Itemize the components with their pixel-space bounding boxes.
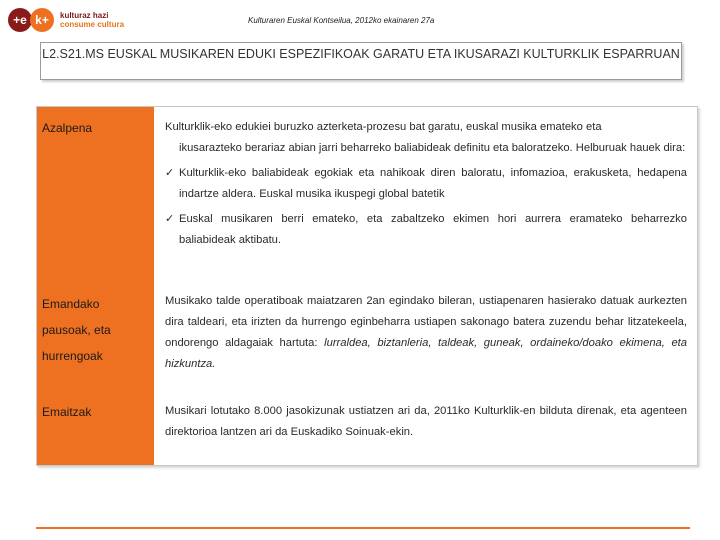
emandako-text-italic: lurraldea, biztanleria, taldeak, guneak, ordaineko/doako ekimena, eta hizkuntza. xyxy=(165,337,688,370)
label-azalpena: Azalpena xyxy=(42,121,93,135)
content-azalpena xyxy=(165,117,687,251)
intro-line1: Kulturklik-eko edukiei buruzko azterketa-prozesu bat garatu, euskal musika emateko eta xyxy=(165,121,602,133)
label-emandako xyxy=(42,291,111,369)
title-box xyxy=(40,42,682,80)
logo-circle-k: k+ xyxy=(30,8,54,32)
intro-rest: ikusarazteko berariaz abian jarri beharreko baliabideak definitu eta baloratzeko. Helburuak hauek dira: xyxy=(179,142,686,154)
check-icon: ✓ xyxy=(165,213,175,225)
info-table xyxy=(36,106,698,466)
bullet-text: Euskal musikaren berri emateko, eta zabaltzeko ekimen hori aurrera eramateko beharrezko baliabideak aktibatu. xyxy=(179,213,687,246)
check-icon: ✓ xyxy=(165,167,175,179)
logo-circle-e: +e xyxy=(8,8,32,32)
label-line: hurrengoak xyxy=(42,349,103,363)
bullet-item xyxy=(165,163,687,205)
logo-text xyxy=(60,11,124,29)
emandako-text-main: Musikako talde operatiboak maiatzaren 2an egindako bileran, ustiapenaren hasierako datuak aurkezten dira taldeari, eta irizten da hurrengo eginbeharra ustiapen sakonago batera zuzendu behar litzatekeela, ondorengo aldagaiak hartuta: xyxy=(165,295,687,349)
logo xyxy=(8,6,158,36)
content-emaitzak xyxy=(165,401,687,443)
emaitzak-text: Musikari lotutako 8.000 jasokizunak ustiatzen ari da, 2011ko Kulturklik-en bilduta direnak, eta agenteen direktorioa lantzen ari da Euskadiko Soinuak-ekin. xyxy=(165,405,687,438)
label-line: Emandako xyxy=(42,297,100,311)
logo-name-line1: kulturaz hazi xyxy=(60,11,109,20)
bottom-rule xyxy=(36,527,690,529)
logo-name-line2: consume cultura xyxy=(60,20,125,29)
bullet-item xyxy=(165,209,687,251)
label-line: pausoak, eta xyxy=(42,323,111,337)
header-line: Kulturaren Euskal Kontseilua, 2012ko ekainaren 27a xyxy=(248,16,435,25)
content-emandako xyxy=(165,291,687,375)
bullet-text: Kulturklik-eko baliabideak egokiak eta nahikoak diren baloratu, infomazioa, erakusketa, hedapena indartze aldera. Euskal musika ikuspegi global batetik xyxy=(179,167,687,200)
emandako-text xyxy=(165,291,687,375)
label-emaitzak: Emaitzak xyxy=(42,405,92,419)
page-title: L2.S21.MS EUSKAL MUSIKAREN EDUKI ESPEZIFIKOAK GARATU ETA IKUSARAZI KULTURKLIK ESPARRUAN xyxy=(42,47,680,61)
